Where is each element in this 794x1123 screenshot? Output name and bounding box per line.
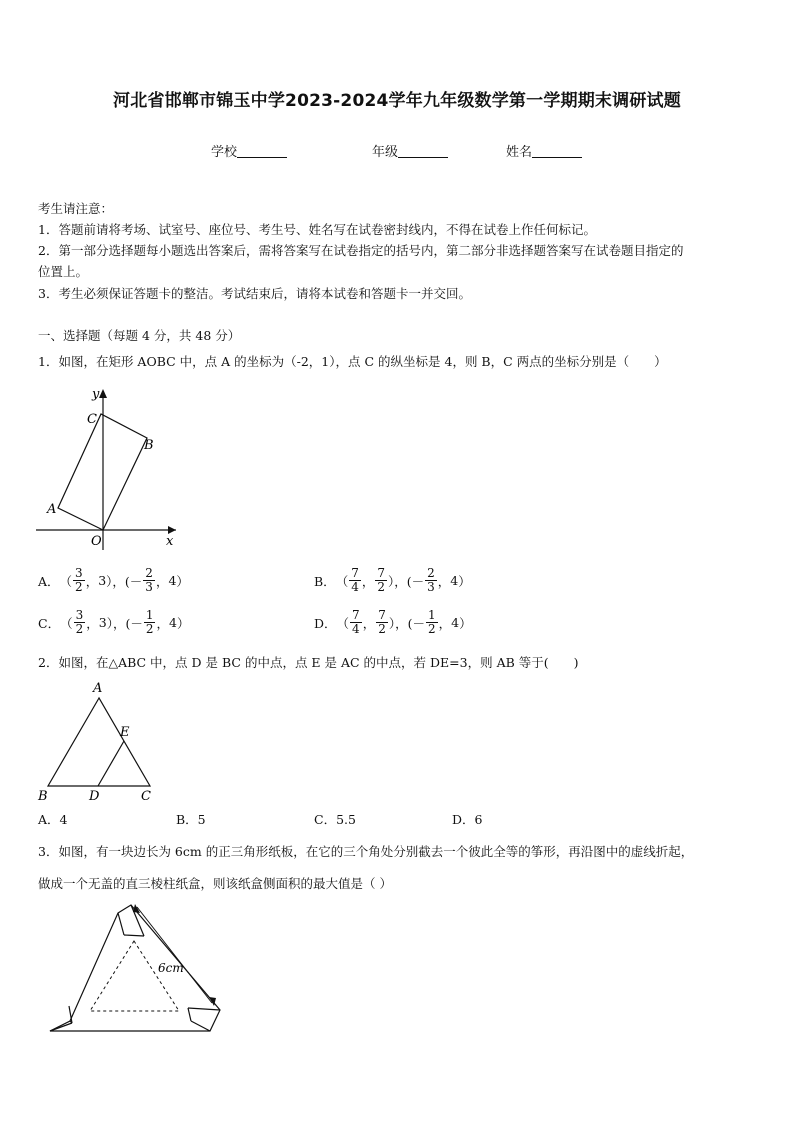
- cut-line-top-left: [118, 913, 124, 935]
- dimension-arrow-start: [133, 904, 140, 913]
- coord: 4: [450, 573, 459, 588]
- name-blank[interactable]: [532, 144, 582, 158]
- fraction: $\frac{7}{2}$: [377, 566, 385, 594]
- grade-blank[interactable]: [398, 144, 448, 158]
- question-3-stem-line-1: 3．如图，有一块边长为 6cm 的正三角形纸板，在它的三个角处分别截去一个彼此全等的筝形，再沿图中的虚线折起，: [38, 844, 694, 859]
- cut-line-left-bottom: [50, 1023, 72, 1031]
- x-axis-arrow: [168, 526, 176, 534]
- notice-item-1: 1．答题前请将考场、试室号、座位号、考生号、姓名写在试卷密封线内，不得在试卷上作任何标记。: [38, 222, 596, 237]
- question-2-figure: [34, 680, 164, 805]
- coord: 3: [98, 573, 107, 588]
- q1-option-c[interactable]: C． （ $\frac{3}{2}$ ， 3 ），(－ $\frac{1}{2}$ ， 4 ）: [38, 608, 190, 636]
- cut-line-right-top: [188, 1008, 220, 1010]
- q2-option-d[interactable]: D．6: [452, 812, 483, 827]
- dimension-line: [137, 907, 212, 1003]
- fraction: $\frac{2}{3}$: [145, 566, 153, 594]
- label-b: B: [144, 438, 154, 453]
- label-a: A: [47, 502, 57, 517]
- grade-label: 年级: [372, 145, 399, 160]
- dimension-label: 6cm: [158, 961, 184, 975]
- triangle-abc: [48, 698, 150, 786]
- label-d: D: [89, 789, 100, 804]
- grade-field[interactable]: [372, 141, 448, 160]
- fraction: $\frac{7}{4}$: [351, 566, 359, 594]
- q2-option-a[interactable]: A．4: [38, 812, 68, 827]
- coord: 3: [98, 615, 107, 630]
- cut-line-right-bottom: [191, 1021, 210, 1031]
- q2-option-b[interactable]: B．5: [176, 812, 206, 827]
- option-label: B．: [314, 573, 336, 589]
- page-title: 河北省邯郸市锦玉中学2023-2024学年九年级数学第一学期期末调研试题: [113, 91, 681, 111]
- name-field[interactable]: [506, 141, 582, 160]
- label-o: O: [91, 534, 102, 549]
- fraction: $\frac{3}{2}$: [75, 566, 83, 594]
- coord: 4: [451, 615, 460, 630]
- kite-top-edge: [124, 935, 144, 936]
- q1-option-d[interactable]: D． （ $\frac{7}{4}$ ， $\frac{7}{2}$ ），(－ $\frac{1}{2}$ ， 4 ）: [314, 608, 472, 636]
- segment-de: [98, 741, 124, 786]
- q1-option-b[interactable]: B． （ $\frac{7}{4}$ ， $\frac{7}{2}$ ），(－ $\frac{2}{3}$ ， 4 ）: [314, 566, 471, 594]
- question-1-stem: 1．如图，在矩形 AOBC 中，点 A 的坐标为（-2，1），点 C 的纵坐标是 4，则 B，C 两点的坐标分别是（ ）: [38, 354, 667, 369]
- option-label: D．: [314, 615, 337, 631]
- school-field[interactable]: [211, 141, 287, 160]
- q1-option-a[interactable]: A． （ $\frac{3}{2}$ ， 3 ），(－ $\frac{2}{3}$ ， 4 ）: [38, 566, 189, 594]
- notice-item-3: 3．考生必须保证答题卡的整洁。考试结束后，请将本试卷和答题卡一并交回。: [38, 286, 471, 301]
- coord: 4: [168, 573, 177, 588]
- fold-line-triangle: [90, 941, 179, 1011]
- question-3-figure: [36, 893, 236, 1043]
- fraction: $\frac{7}{4}$: [352, 608, 360, 636]
- outer-outline: [50, 905, 220, 1031]
- notice-item-2: 2．第一部分选择题每小题选出答案后，需将答案写在试卷指定的括号内，第二部分非选择题答案写在试卷题目指定的: [38, 243, 684, 258]
- option-label: C．: [38, 615, 61, 631]
- question-1-figure: [36, 385, 186, 555]
- fraction: $\frac{1}{2}$: [145, 608, 154, 636]
- q2-option-c[interactable]: C．5.5: [314, 812, 356, 827]
- fraction: $\frac{3}{2}$: [75, 608, 84, 636]
- question-3-stem-line-2: 做成一个无盖的直三棱柱纸盒，则该纸盒侧面积的最大值是（ ）: [38, 876, 392, 891]
- school-blank[interactable]: [237, 144, 287, 158]
- option-label: A．: [38, 573, 60, 589]
- fraction: $\frac{2}{3}$: [427, 566, 435, 594]
- label-b: B: [38, 789, 48, 804]
- coord: 4: [169, 615, 177, 630]
- question-2-stem: 2．如图，在△ABC 中，点 D 是 BC 的中点，点 E 是 AC 的中点，若 DE=3，则 AB 等于( ): [38, 655, 579, 670]
- label-a: A: [93, 681, 103, 696]
- kite-right-edge: [188, 1008, 191, 1021]
- label-y: y: [92, 387, 100, 402]
- school-label: 学校: [211, 145, 238, 160]
- notice-item-2-cont: 位置上。: [38, 264, 89, 279]
- fraction: $\frac{1}{2}$: [427, 608, 436, 636]
- label-e: E: [120, 725, 130, 740]
- label-c: C: [141, 789, 151, 804]
- fraction: $\frac{7}{2}$: [378, 608, 386, 636]
- notice-heading: 考生请注意：: [38, 201, 114, 216]
- y-axis-arrow: [99, 389, 107, 398]
- name-label: 姓名: [506, 145, 533, 160]
- section-heading: 一、选择题（每题 4 分，共 48 分）: [38, 328, 241, 343]
- label-c: C: [87, 412, 97, 427]
- label-x: x: [166, 534, 174, 549]
